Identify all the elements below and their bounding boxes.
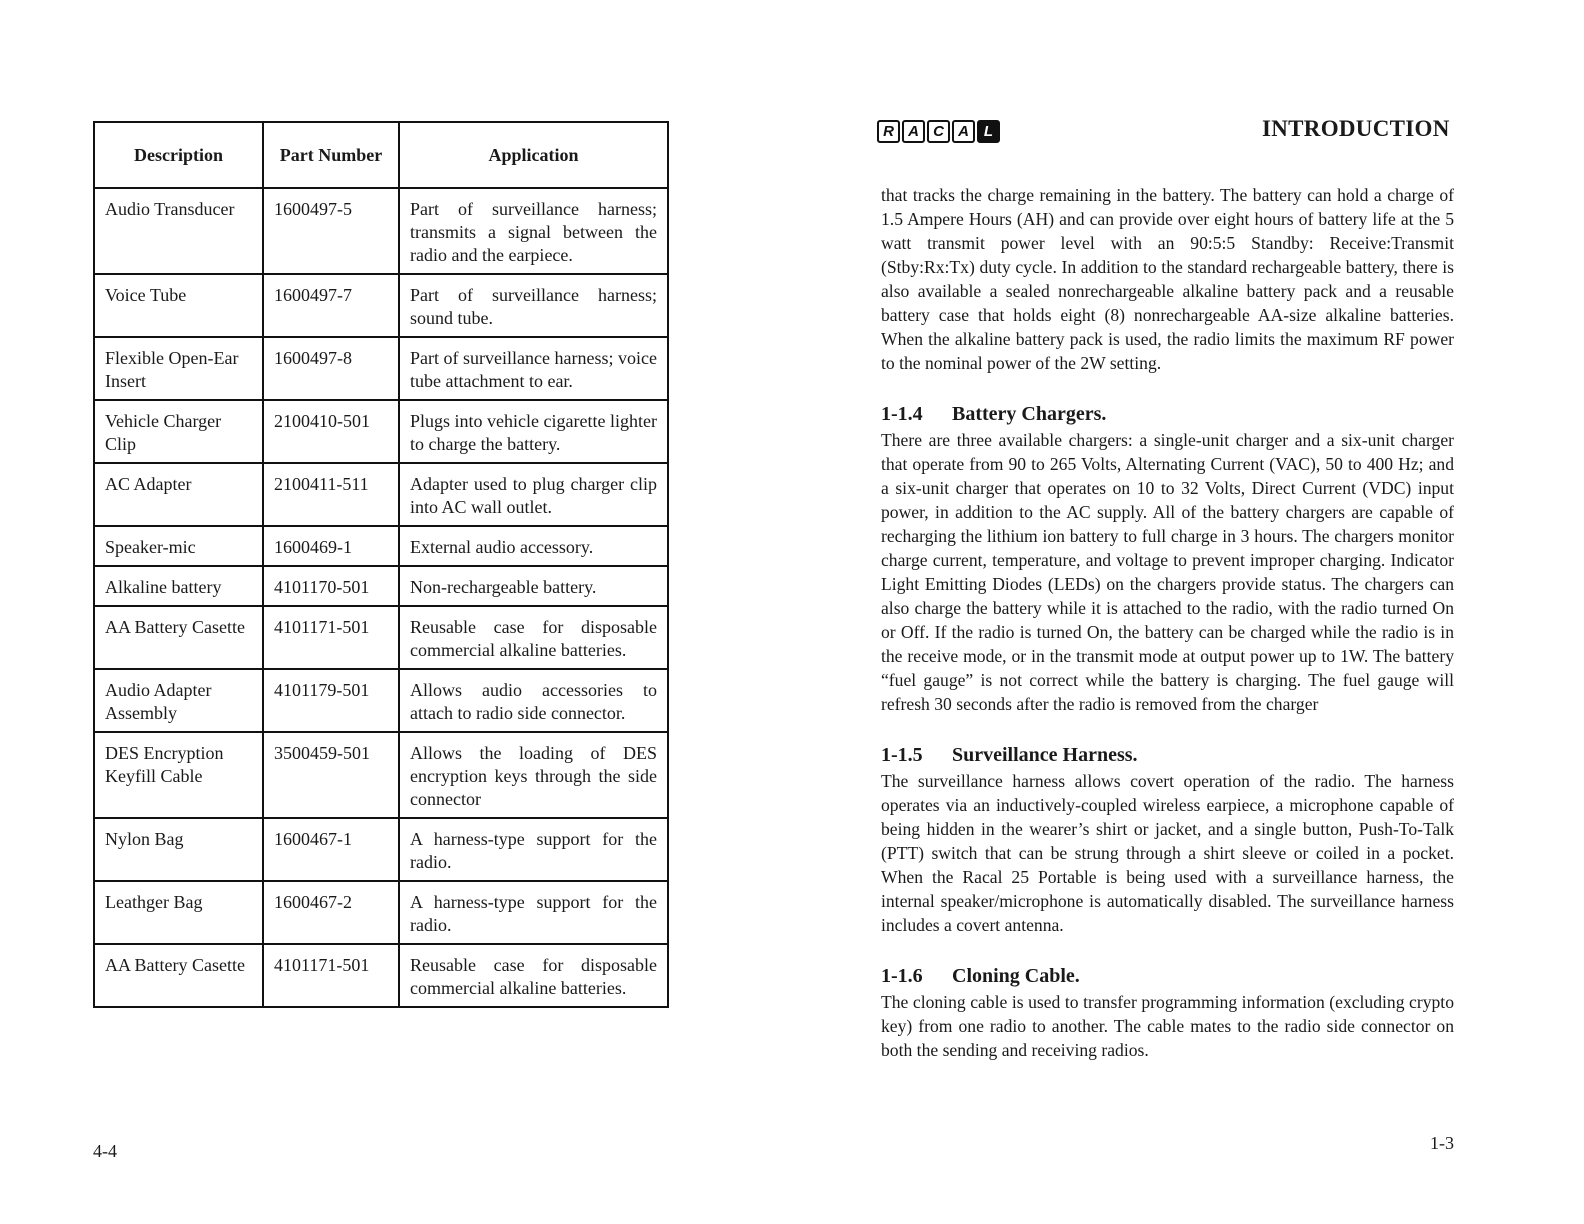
section-paragraph: The surveillance harness allows covert operation of the radio. The harness operates via an inductively-coupled wireless earpiece, a microphone capable of being hidden in the wearer’s shirt or jacket, and a single button, Push-To-Talk (PTT) switch that can be strung through a shirt sleeve or coiled in a pocket. When the Racal 25 Portable is being used with a surveillance harness, the internal speaker/microphone is automatically disabled. The surveillance harness includes a covert antenna.: [881, 771, 1454, 935]
cell-part-number: 1600467-2: [263, 881, 399, 944]
cell-application: A harness-type support for the radio.: [399, 818, 668, 881]
body-text-column: [881, 183, 1454, 1062]
section-title: Surveillance Harness.: [952, 744, 1138, 766]
cell-description: Vehicle Charger Clip: [94, 400, 263, 463]
table-row: [94, 881, 668, 944]
cell-application: A harness-type support for the radio.: [399, 881, 668, 944]
table-row: [94, 566, 668, 606]
cell-description: Voice Tube: [94, 274, 263, 337]
cell-application: External audio accessory.: [399, 526, 668, 566]
cell-application: Allows the loading of DES encryption keys through the side connector: [399, 732, 668, 818]
cell-application: Part of surveillance harness; sound tube.: [399, 274, 668, 337]
cell-part-number: 1600497-7: [263, 274, 399, 337]
table-row: [94, 274, 668, 337]
cell-part-number: 1600469-1: [263, 526, 399, 566]
cell-description: Speaker-mic: [94, 526, 263, 566]
section-paragraph: The cloning cable is used to transfer programming information (excluding crypto key) from one radio to another. The cable mates to the radio side connector on both the sending and receiving radios.: [881, 992, 1454, 1060]
parts-table: [93, 121, 669, 1008]
cell-description: Audio Adapter Assembly: [94, 669, 263, 732]
left-page-number: 4-4: [93, 1141, 117, 1161]
intro-paragraph: that tracks the charge remaining in the battery. The battery can hold a charge of 1.5 Ampere Hours (AH) and can provide over eight hours of battery life at the 5 watt transmit power level with an 90:5:5 Standby: Receive:Transmit (Stby:Rx:Tx) duty cycle. In addition to the standard rechargeable battery, there is also available a sealed nonrechargeable alkaline battery pack and a reusable battery case that holds eight (8) nonrechargeable AA-size alkaline batteries. When the alkaline battery pack is used, the radio limits the maximum RF power to the nominal power of the 2W setting.: [881, 185, 1454, 373]
running-head: INTRODUCTION: [1262, 116, 1450, 141]
logo-letter: L: [977, 120, 1000, 143]
cell-application: Reusable case for disposable commercial alkaline batteries.: [399, 606, 668, 669]
table-row: [94, 400, 668, 463]
cell-part-number: 2100410-501: [263, 400, 399, 463]
right-page-number: 1-3: [1430, 1133, 1454, 1153]
cell-application: Reusable case for disposable commercial alkaline batteries.: [399, 944, 668, 1007]
cell-description: Alkaline battery: [94, 566, 263, 606]
cell-application: Adapter used to plug charger clip into AC wall outlet.: [399, 463, 668, 526]
section-number: 1-1.6: [881, 965, 923, 987]
section-title: Cloning Cable.: [952, 965, 1080, 987]
cell-description: DES Encryption Keyfill Cable: [94, 732, 263, 818]
logo-letter: C: [927, 120, 950, 143]
logo-letter: A: [902, 120, 925, 143]
cell-description: AA Battery Casette: [94, 944, 263, 1007]
cell-part-number: 4101170-501: [263, 566, 399, 606]
cell-application: Part of surveillance harness; transmits a signal between the radio and the earpiece.: [399, 188, 668, 274]
table-row: [94, 463, 668, 526]
section-number: 1-1.4: [881, 403, 923, 425]
cell-part-number: 1600467-1: [263, 818, 399, 881]
table-row: [94, 669, 668, 732]
table-row: [94, 188, 668, 274]
cell-description: Leathger Bag: [94, 881, 263, 944]
cell-part-number: 2100411-511: [263, 463, 399, 526]
racal-logo: [877, 120, 1000, 143]
cell-description: Nylon Bag: [94, 818, 263, 881]
cell-description: AC Adapter: [94, 463, 263, 526]
cell-part-number: 3500459-501: [263, 732, 399, 818]
section-title: Battery Chargers.: [952, 403, 1107, 425]
cell-part-number: 1600497-5: [263, 188, 399, 274]
table-row: [94, 732, 668, 818]
section-heading: [881, 963, 1454, 989]
table-row: [94, 818, 668, 881]
cell-application: Plugs into vehicle cigarette lighter to charge the battery.: [399, 400, 668, 463]
table-row: [94, 606, 668, 669]
cell-part-number: 4101171-501: [263, 944, 399, 1007]
cell-part-number: 4101179-501: [263, 669, 399, 732]
section-heading: [881, 742, 1454, 768]
section-number: 1-1.5: [881, 744, 923, 766]
table-row: [94, 337, 668, 400]
cell-description: Audio Transducer: [94, 188, 263, 274]
table-header-row: [94, 122, 668, 188]
section-paragraph: There are three available chargers: a single-unit charger and a six-unit charger that operate from 90 to 265 Volts, Alternating Current (VAC), 50 to 400 Hz; and a six-unit charger that operates on 10 to 32 Volts, Direct Current (VDC) input power, in addition to the AC supply. All of the battery chargers are capable of recharging the lithium ion battery to full charge in 3 hours. The chargers monitor charge current, temperature, and voltage to prevent improper charging. Indicator Light Emitting Diodes (LEDs) on the chargers provide status. The chargers can also charge the battery while it is attached to the radio, with the radio turned On or Off. If the radio is turned On, the battery can be charged while the radio is in the receive mode, or in the transmit mode at output power up to 1W. The battery “fuel gauge” is not correct while the battery is charging. The fuel gauge will refresh 30 seconds after the radio is removed from the charger: [881, 430, 1454, 714]
cell-application: Part of surveillance harness; voice tube attachment to ear.: [399, 337, 668, 400]
cell-description: Flexible Open-Ear Insert: [94, 337, 263, 400]
cell-application: Allows audio accessories to attach to radio side connector.: [399, 669, 668, 732]
table-row: [94, 944, 668, 1007]
cell-part-number: 4101171-501: [263, 606, 399, 669]
table-row: [94, 526, 668, 566]
cell-part-number: 1600497-8: [263, 337, 399, 400]
column-header-description: Description: [94, 122, 263, 188]
cell-description: AA Battery Casette: [94, 606, 263, 669]
cell-application: Non-rechargeable battery.: [399, 566, 668, 606]
column-header-application: Application: [399, 122, 668, 188]
section-heading: [881, 401, 1454, 427]
column-header-part-number: Part Number: [263, 122, 399, 188]
logo-letter: A: [952, 120, 975, 143]
logo-letter: R: [877, 120, 900, 143]
